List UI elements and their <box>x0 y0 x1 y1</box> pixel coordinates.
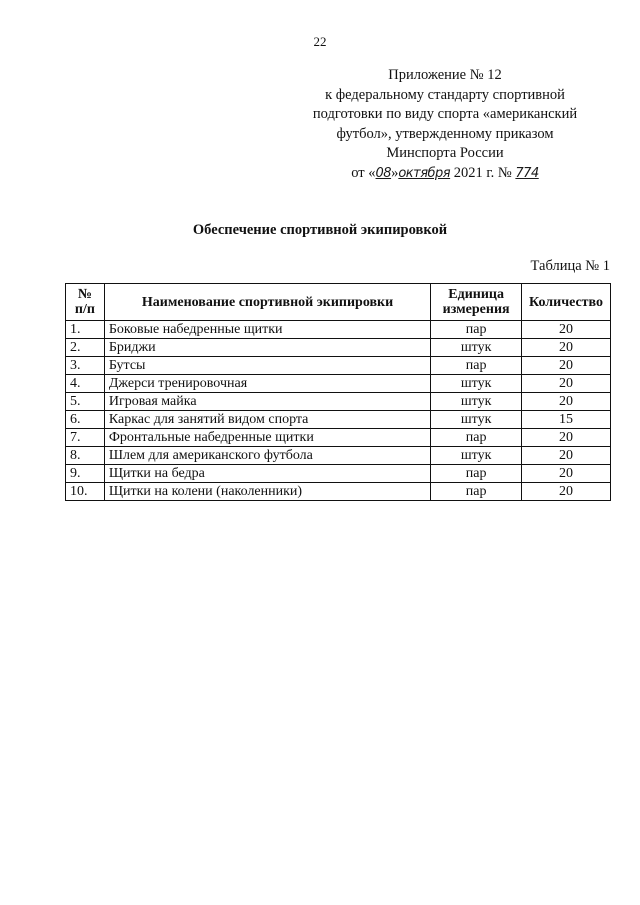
handwritten-order-number: 774 <box>515 165 539 181</box>
date-separator: » <box>391 164 399 181</box>
row-qty: 20 <box>522 321 611 339</box>
row-qty: 20 <box>522 357 611 375</box>
row-num: 9. <box>66 465 105 483</box>
row-num: 8. <box>66 447 105 465</box>
handwritten-month: октября <box>398 165 451 181</box>
row-num: 4. <box>66 375 105 393</box>
row-name: Джерси тренировочная <box>104 375 430 393</box>
table-row <box>66 411 611 429</box>
row-name: Щитки на колени (наколенники) <box>104 483 430 501</box>
appendix-title: Приложение № 12 <box>388 67 502 83</box>
row-unit: штук <box>431 411 522 429</box>
row-name: Бутсы <box>104 357 430 375</box>
table-row <box>66 429 611 447</box>
document-title: Обеспечение спортивной экипировкой <box>192 222 448 238</box>
row-unit: пар <box>431 321 522 339</box>
header-qty: Количество <box>522 284 611 321</box>
row-qty: 20 <box>522 483 611 501</box>
row-unit: штук <box>431 375 522 393</box>
appendix-line-5: Минспорта России <box>386 145 504 161</box>
row-unit: штук <box>431 447 522 465</box>
date-prefix: от « <box>351 164 376 181</box>
row-qty: 20 <box>522 375 611 393</box>
row-num: 6. <box>66 411 105 429</box>
table-row <box>66 375 611 393</box>
row-name: Шлем для американского футбола <box>104 447 430 465</box>
row-unit: пар <box>431 465 522 483</box>
row-num: 7. <box>66 429 105 447</box>
header-name: Наименование спортивной экипировки <box>104 284 430 321</box>
row-unit: пар <box>431 483 522 501</box>
row-num: 3. <box>66 357 105 375</box>
table-label: Таблица № 1 <box>530 258 610 274</box>
row-unit: штук <box>431 393 522 411</box>
row-name: Щитки на бедра <box>104 465 430 483</box>
table-row <box>66 357 611 375</box>
row-qty: 20 <box>522 393 611 411</box>
appendix-block <box>300 66 590 183</box>
row-qty: 20 <box>522 429 611 447</box>
handwritten-day: 08 <box>375 165 392 181</box>
appendix-line-2: к федеральному стандарту спортивной <box>325 86 565 103</box>
table-row <box>66 465 611 483</box>
header-unit: Единица измерения <box>431 284 522 321</box>
equipment-table <box>65 283 611 501</box>
row-num: 10. <box>66 483 105 501</box>
header-num: № п/п <box>66 284 105 321</box>
row-qty: 20 <box>522 465 611 483</box>
row-unit: пар <box>431 357 522 375</box>
table-row <box>66 483 611 501</box>
row-unit: штук <box>431 339 522 357</box>
row-name: Фронтальные набедренные щитки <box>104 429 430 447</box>
order-date-line <box>300 164 590 184</box>
row-num: 5. <box>66 393 105 411</box>
row-num: 2. <box>66 339 105 357</box>
row-qty: 20 <box>522 447 611 465</box>
date-year: 2021 г. № <box>453 164 512 181</box>
row-name: Боковые набедренные щитки <box>104 321 430 339</box>
row-unit: пар <box>431 429 522 447</box>
row-qty: 20 <box>522 339 611 357</box>
page-number: 22 <box>313 34 327 49</box>
row-name: Каркас для занятий видом спорта <box>104 411 430 429</box>
table-row <box>66 447 611 465</box>
row-qty: 15 <box>522 411 611 429</box>
row-num: 1. <box>66 321 105 339</box>
table-row <box>66 321 611 339</box>
appendix-line-3: подготовки по виду спорта «американский <box>312 106 578 122</box>
row-name: Игровая майка <box>104 393 430 411</box>
table-header-row <box>66 284 611 321</box>
table-row <box>66 339 611 357</box>
appendix-line-4: футбол», утвержденному приказом <box>336 125 554 142</box>
table-row <box>66 393 611 411</box>
row-name: Бриджи <box>104 339 430 357</box>
